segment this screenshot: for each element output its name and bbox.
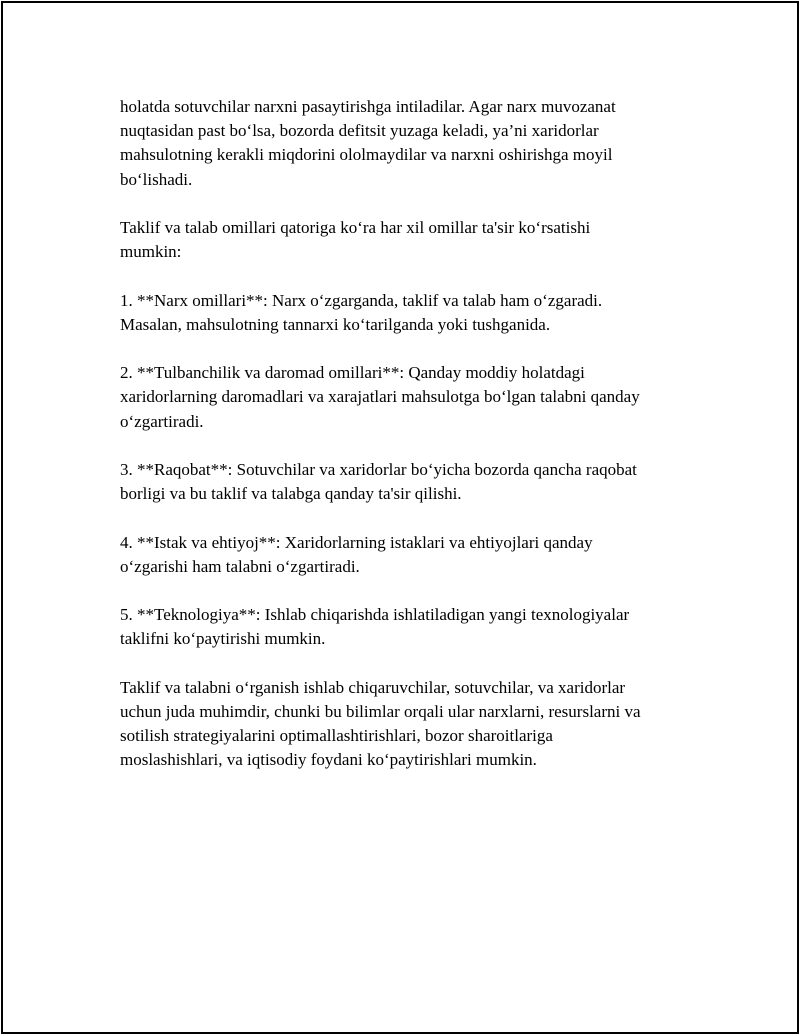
text-line: nuqtasidan past bo‘lsa, bozorda defitsit yuzaga keladi, ya’ni xaridorlar [120, 121, 599, 141]
paragraph-market-equilibrium [120, 95, 690, 192]
text-line: Taklif va talab omillari qatoriga ko‘ra har xil omillar ta'sir ko‘rsatishi [120, 218, 591, 237]
text-line: sotilish strategiyalarini optimallashtirishlari, bozor sharoitlariga [120, 726, 553, 746]
list-item-income-factors [120, 361, 690, 434]
document-body [120, 95, 690, 773]
list-item-wants-needs [120, 531, 690, 579]
text-line: 5. **Teknologiya**: Ishlab chiqarishda ishlatiladigan yangi texnologiyalar [120, 605, 630, 625]
text-line: 2. **Tulbanchilik va daromad omillari**: Qanday moddiy holatdagi [120, 363, 585, 383]
text-line: mumkin: [120, 242, 182, 262]
text-line: bo‘lishadi. [120, 169, 193, 189]
text-line: 3. **Raqobat**: Sotuvchilar va xaridorlar bo‘yicha bozorda qancha raqobat [120, 459, 637, 479]
text-line: borligi va bu taklif va talabga qanday ta'sir qilishi. [120, 484, 462, 504]
text-line: taklifni ko‘paytirishi mumkin. [120, 629, 326, 649]
document-page [1, 1, 799, 1034]
list-item-competition [120, 458, 690, 506]
paragraph-factors-intro [120, 216, 690, 264]
text-line: o‘zgarishi ham talabni o‘zgartiradi. [120, 556, 360, 576]
text-line: moslashishlari, va iqtisodiy foydani ko‘paytirishlari mumkin. [120, 750, 537, 770]
text-line: holatda sotuvchilar narxni pasaytirishga intiladilar. Agar narx muvozanat [120, 97, 616, 116]
list-item-technology [120, 603, 690, 651]
text-line: uchun juda muhimdir, chunki bu bilimlar orqali ular narxlarni, resurslarni va [120, 701, 641, 721]
paragraph-conclusion [120, 676, 690, 773]
text-line: 1. **Narx omillari**: Narx o‘zgarganda, taklif va talab ham o‘zgaradi. [120, 290, 603, 310]
text-line: xaridorlarning daromadlari va xarajatlari mahsulotga bo‘lgan talabni qanday [120, 387, 640, 407]
text-line: Masalan, mahsulotning tannarxi ko‘tarilganda yoki tushganida. [120, 314, 551, 334]
text-line: 4. **Istak va ehtiyoj**: Xaridorlarning istaklari va ehtiyojlari qanday [120, 532, 593, 552]
text-line: o‘zgartiradi. [120, 411, 204, 431]
list-item-price-factors [120, 289, 690, 337]
text-line: mahsulotning kerakli miqdorini ololmaydilar va narxni oshirishga moyil [120, 145, 613, 165]
text-line: Taklif va talabni o‘rganish ishlab chiqaruvchilar, sotuvchilar, va xaridorlar [120, 677, 626, 697]
